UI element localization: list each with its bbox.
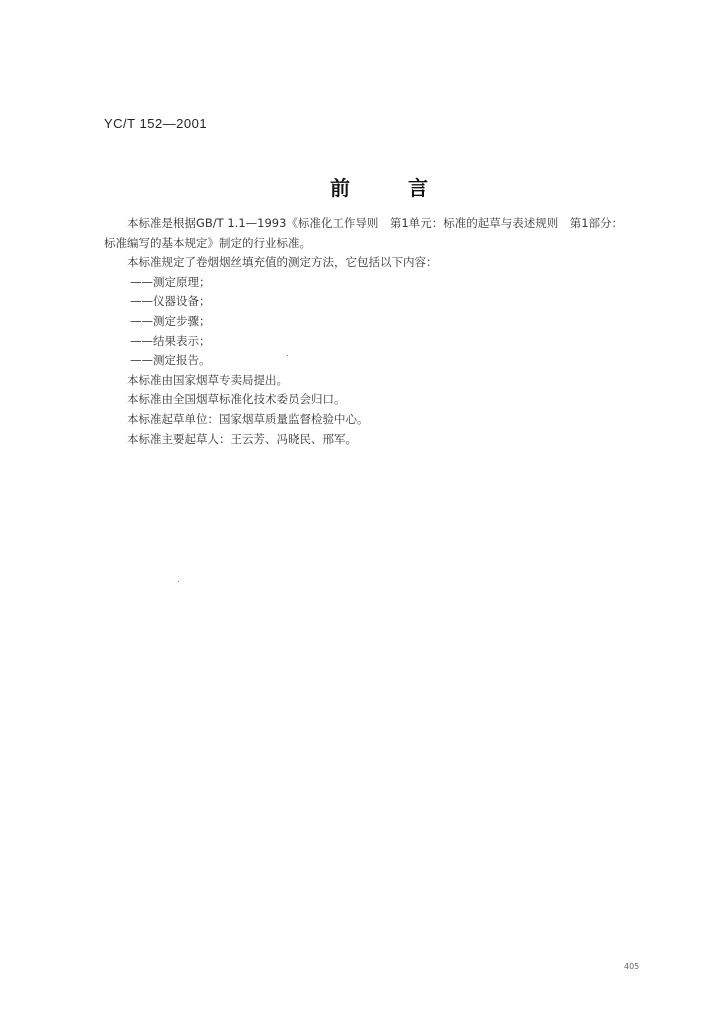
title-char-1: 前	[330, 176, 350, 200]
paragraph-6: 本标准主要起草人：王云芳、冯晓民、邢军。	[127, 431, 357, 446]
paragraph-1-line-1: 本标准是根据GB/T 1.1—1993《标准化工作导则 第1单元：标准的起草与表述规则 第1部分：	[127, 216, 624, 230]
scan-speck	[287, 355, 288, 356]
list-item: ——测定原理；	[130, 274, 211, 289]
paragraph-1-line-2: 标准编写的基本规定》制定的行业标准。	[104, 235, 311, 250]
scan-speck	[178, 581, 179, 582]
list-item: ——测定报告。	[130, 353, 211, 368]
foreword-body	[104, 214, 664, 449]
page-title	[330, 172, 428, 201]
paragraph-5: 本标准起草单位：国家烟草质量监督检验中心。	[127, 411, 369, 426]
list-item: ——结果表示；	[130, 333, 211, 348]
paragraph-2: 本标准规定了卷烟烟丝填充值的测定方法，它包括以下内容：	[127, 255, 438, 270]
title-char-2: 言	[408, 176, 428, 200]
paragraph-3: 本标准由国家烟草专卖局提出。	[127, 372, 288, 387]
paragraph-4: 本标准由全国烟草标准化技术委员会归口。	[127, 392, 346, 407]
list-item: ——测定步骤；	[130, 313, 211, 328]
list-item: ——仪器设备；	[130, 294, 211, 309]
page-number: 405	[624, 962, 640, 971]
standard-code: YC/T 152—2001	[104, 116, 208, 131]
